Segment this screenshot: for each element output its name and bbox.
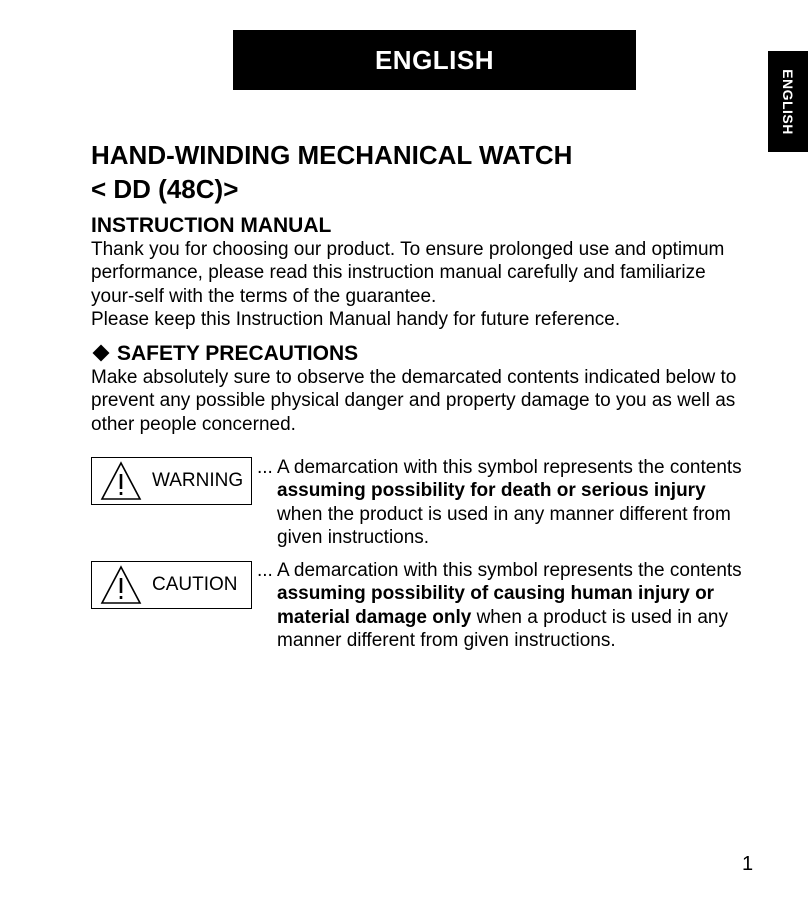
caution-line-3-bold: material damage only	[277, 606, 472, 628]
warning-line-2: assuming possibility for death or serious injury	[277, 480, 706, 502]
instruction-line-4: Please keep this Instruction Manual handy for future reference.	[91, 308, 621, 330]
caution-line-1: A demarcation with this symbol represents the contents	[277, 560, 742, 581]
caution-dots: ...	[257, 560, 273, 581]
caution-symbol-box	[91, 561, 252, 609]
instruction-line-2: performance, please read this instruction manual carefully and familiarize	[91, 262, 706, 284]
warning-description	[257, 456, 767, 549]
caution-label: CAUTION	[152, 574, 238, 595]
language-header-label: ENGLISH	[374, 44, 495, 75]
page-number: 1	[742, 853, 754, 875]
warning-symbol-box	[91, 457, 252, 505]
title-line-1: HAND-WINDING MECHANICAL WATCH	[91, 140, 573, 170]
warning-triangle-icon	[100, 461, 142, 501]
warning-line-4: given instructions.	[277, 526, 430, 548]
caution-triangle-icon	[100, 565, 142, 605]
instruction-paragraph	[91, 238, 781, 331]
warning-line-3: when the product is used in any manner different from	[277, 503, 731, 525]
safety-line-1: Make absolutely sure to observe the demarcated contents indicated below to	[91, 367, 737, 388]
page-title	[91, 138, 572, 206]
instruction-line-1: Thank you for choosing our product. To ensure prolonged use and optimum	[91, 239, 725, 260]
language-side-tab	[768, 51, 808, 152]
safety-paragraph	[91, 366, 781, 436]
warning-label: WARNING	[152, 470, 244, 491]
caution-description	[257, 559, 767, 652]
caution-line-4: manner different from given instructions.	[277, 629, 616, 651]
safety-line-3: other people concerned.	[91, 413, 296, 435]
language-header	[233, 30, 636, 90]
diamond-bullet-icon	[93, 345, 110, 362]
instruction-line-3: your-self with the terms of the guarantee.	[91, 285, 437, 307]
warning-dots: ...	[257, 457, 273, 478]
side-tab-label: ENGLISH	[780, 68, 797, 135]
instruction-heading: INSTRUCTION MANUAL	[91, 214, 332, 237]
safety-line-2: prevent any possible physical danger and property damage to you as well as	[91, 390, 736, 412]
title-line-2: < DD (48C)>	[91, 174, 239, 204]
safety-heading	[91, 342, 358, 366]
caution-line-3-rest: when a product is used in any	[471, 606, 728, 628]
caution-line-2: assuming possibility of causing human injury or	[277, 583, 715, 605]
safety-heading-text: SAFETY PRECAUTIONS	[117, 342, 359, 365]
warning-line-1: A demarcation with this symbol represents the contents	[277, 457, 742, 478]
